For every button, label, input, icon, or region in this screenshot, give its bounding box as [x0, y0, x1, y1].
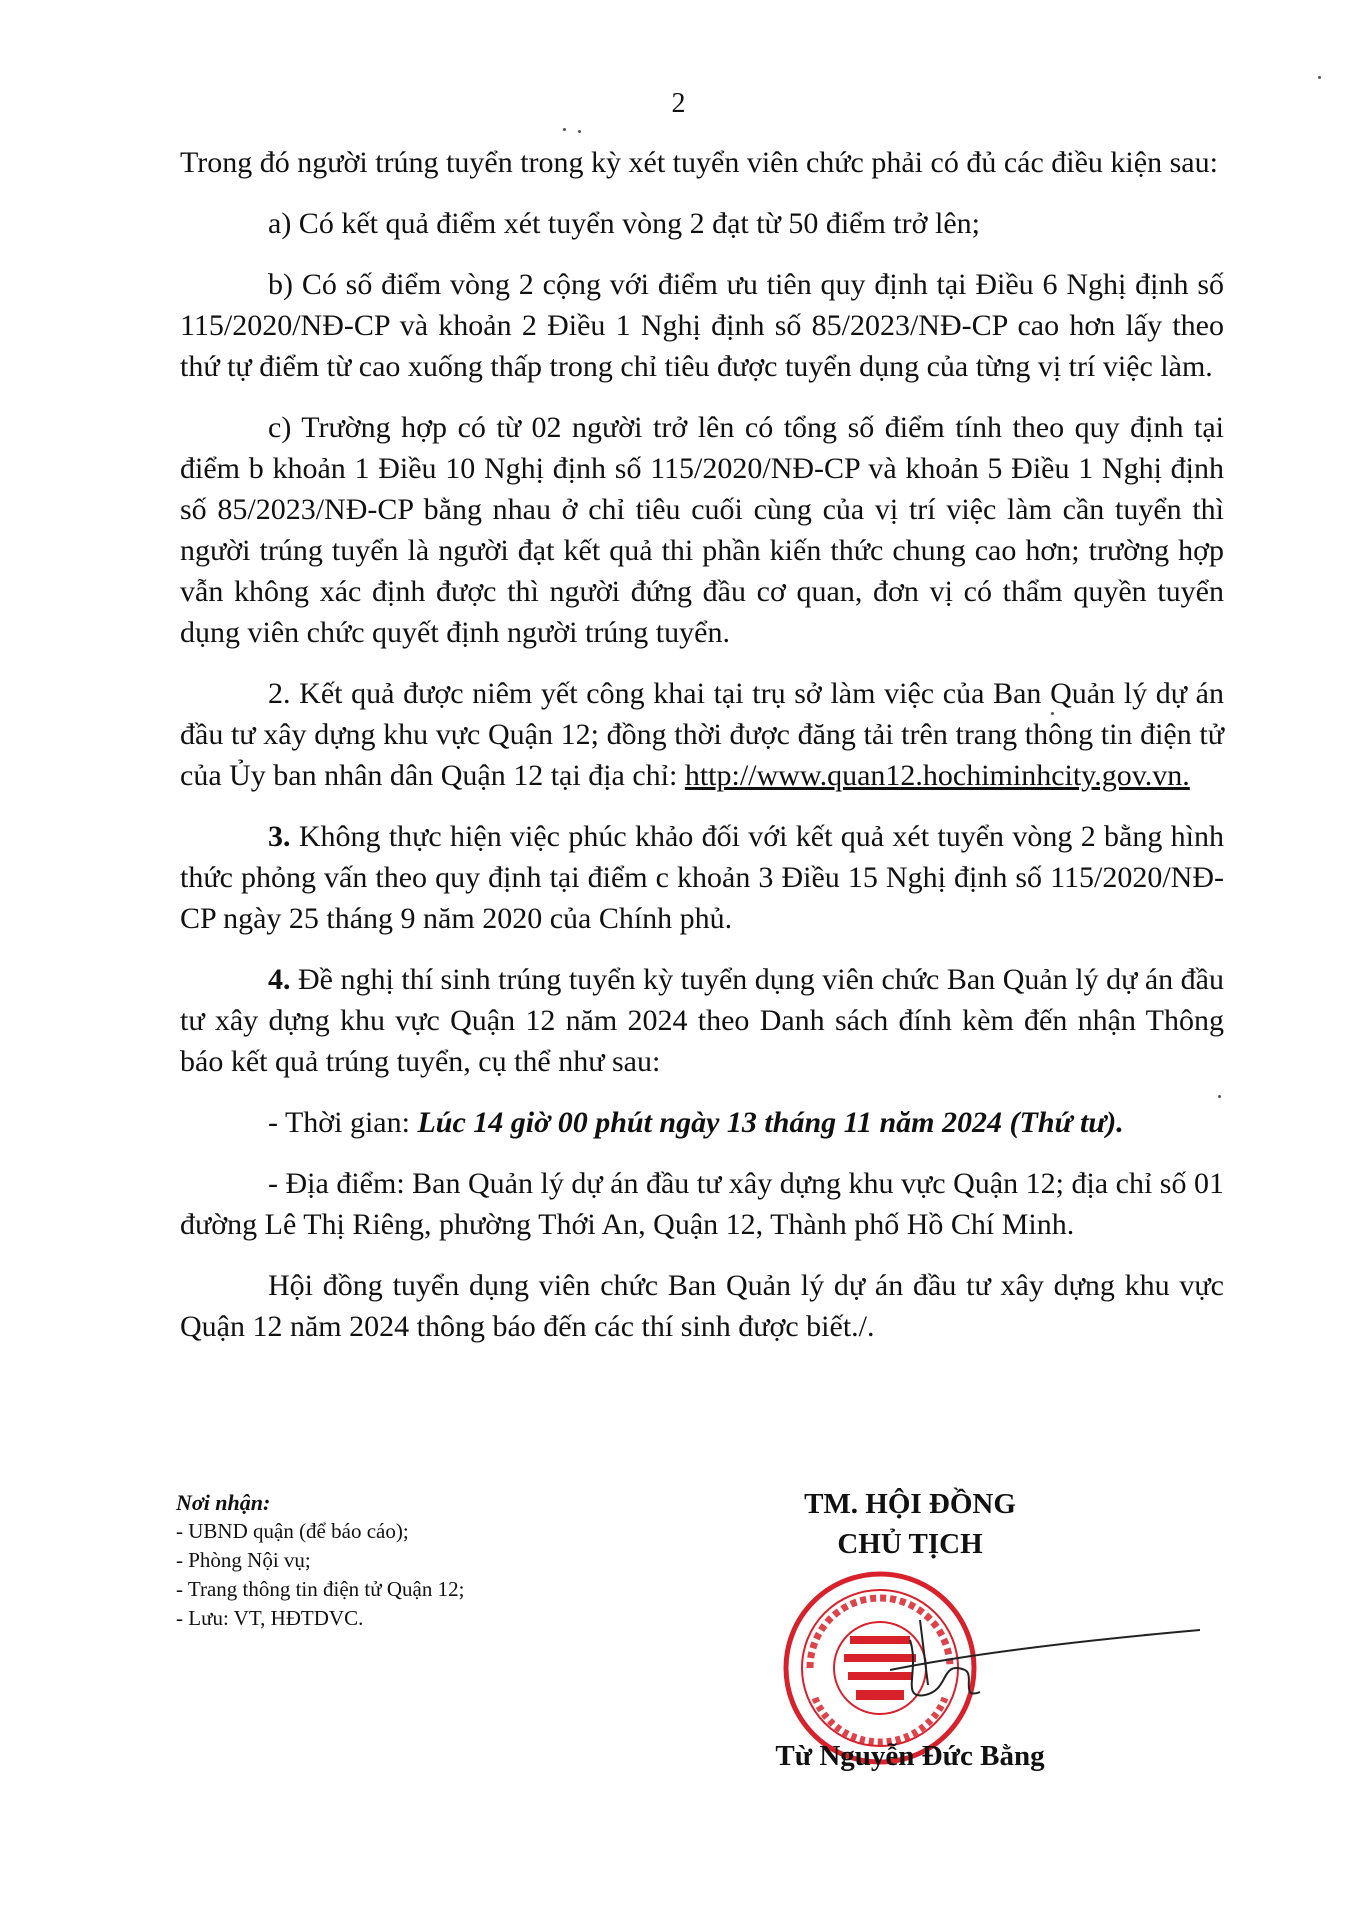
signer-name: Từ Nguyễn Đức Bằng: [775, 1740, 1045, 1772]
signature-role: CHỦ TỊCH: [837, 1528, 983, 1560]
recipient-item: - Trang thông tin điện tử Quận 12;: [176, 1577, 465, 1601]
time-label: - Thời gian:: [268, 1106, 418, 1139]
scan-speck: [1051, 712, 1054, 715]
scan-speck: [563, 128, 566, 131]
recipient-item: - Phòng Nội vụ;: [176, 1548, 311, 1572]
recipient-item: - UBND quận (để báo cáo);: [176, 1519, 409, 1543]
scan-speck: [1218, 1095, 1221, 1098]
place-line: - Địa điểm: Ban Quản lý dự án đầu tư xây dựng khu vực Quận 12; địa chỉ số 01 đường Lê Thị Riêng, phường Thới An, Quận 12, Thành phố Hồ Chí Minh.: [180, 1167, 1224, 1241]
recipient-item: - Lưu: VT, HĐTDVC.: [176, 1606, 364, 1630]
document-body: [180, 142, 1224, 1367]
condition-b: b) Có số điểm vòng 2 cộng với điểm ưu tiên quy định tại Điều 6 Nghị định số 115/2020/NĐ-CP và khoản 2 Điều 1 Nghị định số 85/2023/NĐ-CP cao hơn lấy theo thứ tự điểm từ cao xuống thấp trong chỉ tiêu được tuyển dụng của từng vị trí việc làm.: [180, 268, 1224, 383]
website-link[interactable]: http://www.quan12.hochiminhcity.gov.vn.: [684, 759, 1190, 792]
time-value: Lúc 14 giờ 00 phút ngày 13 tháng 11 năm 2024 (Thứ tư).: [417, 1106, 1124, 1139]
page-number: 2: [671, 88, 686, 119]
item-3: [180, 816, 1224, 939]
item-3-text: Không thực hiện việc phúc khảo đối với kết quả xét tuyển vòng 2 bằng hình thức phỏng vấn theo quy định tại điểm c khoản 3 Điều 15 Nghị định số 115/2020/NĐ-CP ngày 25 tháng 9 năm 2020 của Chính phủ.: [180, 820, 1224, 935]
condition-c: c) Trường hợp có từ 02 người trở lên có tổng số điểm tính theo quy định tại điểm b khoản 1 Điều 10 Nghị định số 115/2020/NĐ-CP và khoản 5 Điều 1 Nghị định số 85/2023/NĐ-CP bằng nhau ở chỉ tiêu cuối cùng của vị trí việc làm cần tuyển thì người trúng tuyển là người đạt kết quả thi phần kiến thức chung cao hơn; trường hợp vẫn không xác định được thì người đứng đầu cơ quan, đơn vị có thẩm quyền tuyển dụng viên chức quyết định người trúng tuyển.: [180, 411, 1224, 649]
item-2-text: 2. Kết quả được niêm yết công khai tại trụ sở làm việc của Ban Quản lý dự án đầu tư xây dựng khu vực Quận 12; đồng thời được đăng tải trên trang thông tin điện tử của Ủy ban nhân dân Quận 12 tại địa chỉ:: [180, 677, 1224, 792]
closing-paragraph: Hội đồng tuyển dụng viên chức Ban Quản lý dự án đầu tư xây dựng khu vực Quận 12 năm 2024 thông báo đến các thí sinh được biết./.: [180, 1269, 1224, 1343]
intro-paragraph: Trong đó người trúng tuyển trong kỳ xét tuyển viên chức phải có đủ các điều kiện sau:: [180, 146, 1218, 179]
signature-block: [740, 1484, 1080, 1564]
scan-speck: [1318, 76, 1321, 79]
recipients-heading: Nơi nhận:: [176, 1490, 271, 1515]
item-2: [180, 673, 1224, 796]
scan-speck: [578, 130, 581, 133]
condition-a: a) Có kết quả điểm xét tuyển vòng 2 đạt từ 50 điểm trở lên;: [268, 207, 980, 240]
item-4: [180, 959, 1224, 1082]
item-4-text: Đề nghị thí sinh trúng tuyển kỳ tuyển dụng viên chức Ban Quản lý dự án đầu tư xây dựng khu vực Quận 12 năm 2024 theo Danh sách đính kèm đến nhận Thông báo kết quả trúng tuyển, cụ thể như sau:: [180, 963, 1224, 1078]
time-line: [180, 1102, 1224, 1143]
item-3-number: 3.: [268, 820, 291, 853]
handwritten-signature: [880, 1600, 1210, 1720]
recipients-block: [176, 1488, 596, 1633]
item-4-number: 4.: [268, 963, 291, 996]
signature-title: TM. HỘI ĐỒNG: [804, 1488, 1016, 1520]
